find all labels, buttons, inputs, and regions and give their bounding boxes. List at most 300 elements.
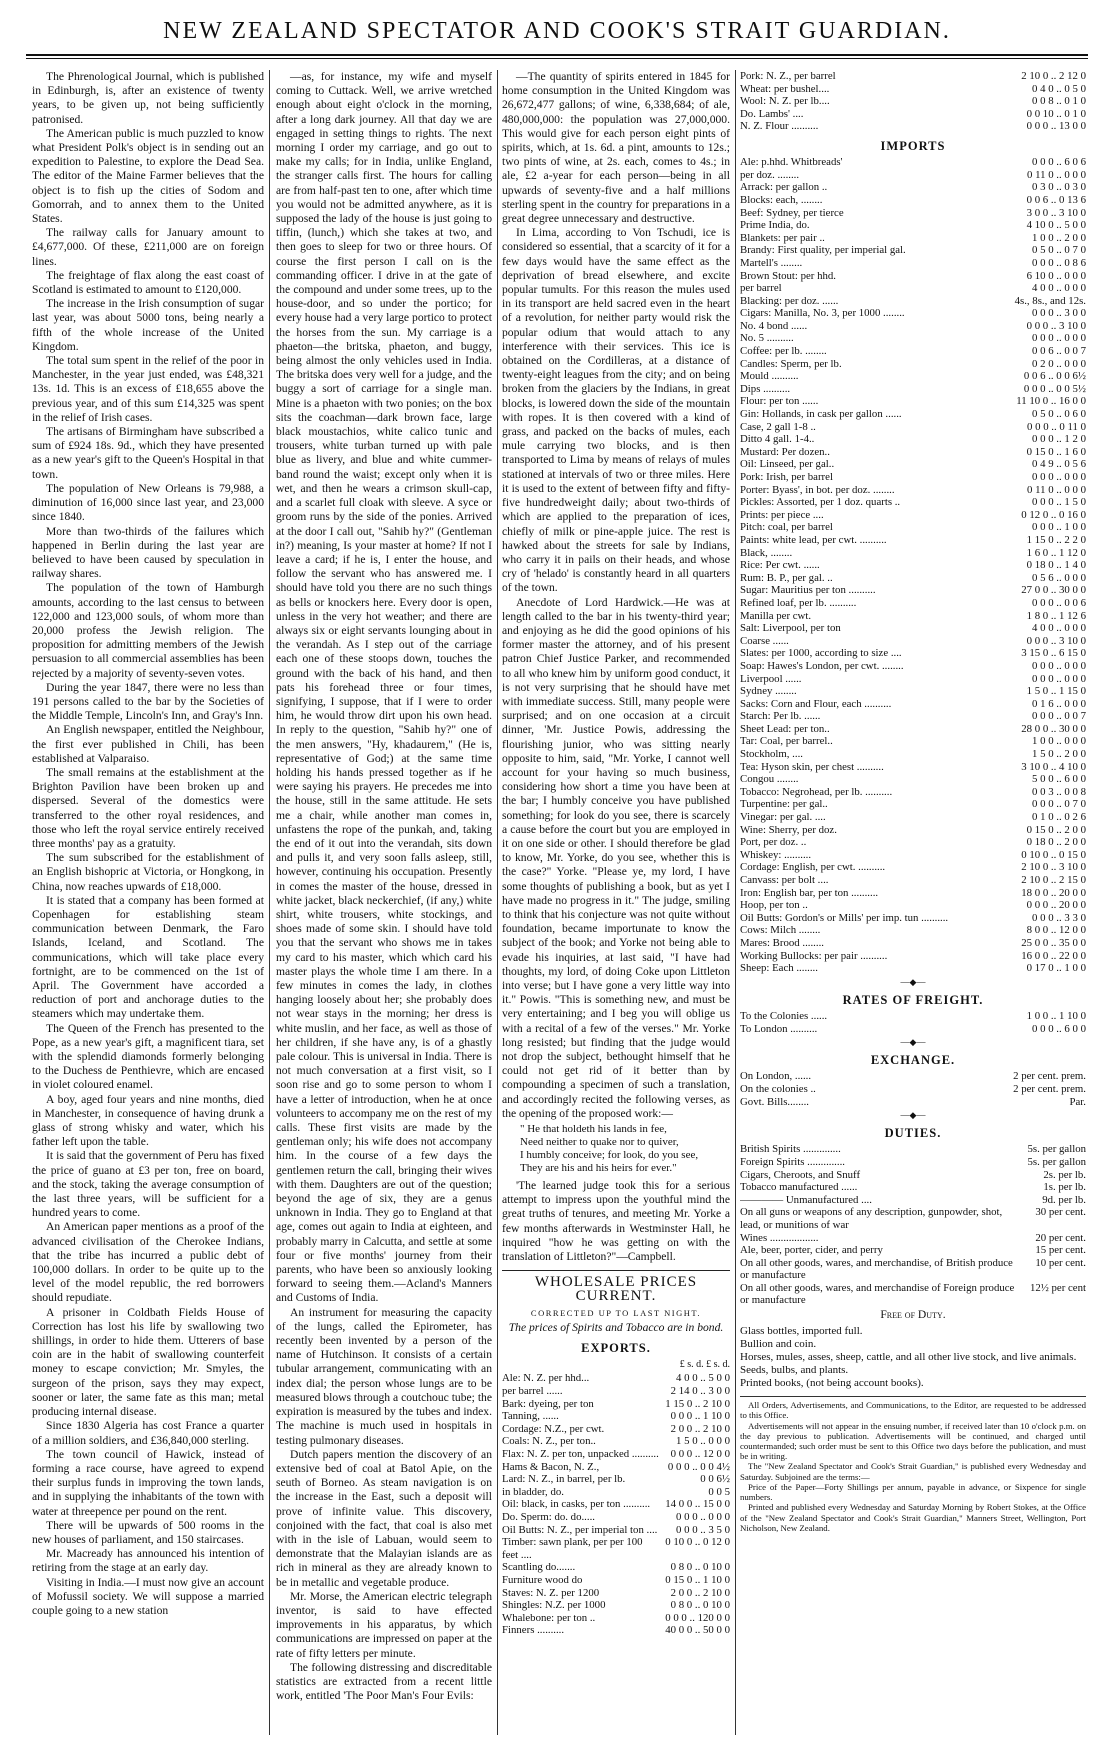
item-label: Sheet Lead: per ton.. <box>740 722 830 735</box>
item-label: Slates: per 1000, according to size .... <box>740 647 902 660</box>
item-label: On all guns or weapons of any description, gunpowder, shot, lead, or munitions of war <box>740 1206 1003 1231</box>
item-value: 1 15 0 .. 2 10 0 <box>665 1397 730 1410</box>
import-row <box>740 433 1086 446</box>
item-value: 0 0 0 .. 3 5 0 <box>676 1523 730 1536</box>
item-label: Salt: Liverpool, per ton <box>740 622 841 635</box>
exchange-row <box>740 1070 1086 1083</box>
article-paragraph: More than two-thirds of the failures which happened in Berlin during the last year are believed to have been caused by speculation in railway shares. <box>32 524 264 581</box>
import-row <box>740 786 1086 799</box>
item-value: 0 18 0 .. 2 0 0 <box>1026 836 1086 849</box>
item-label: Dips .......... <box>740 382 791 395</box>
article-paragraph: The sum subscribed for the establishment of an English bishopric at Victoria, or Hongkong, in China, now reaches upwards of £18,000. <box>32 851 264 893</box>
import-row <box>740 748 1086 761</box>
item-label: Coarse ...... <box>740 634 789 647</box>
item-label: Do. Lambs' .... <box>740 107 804 120</box>
column-divider <box>269 70 270 1735</box>
import-row <box>740 370 1086 383</box>
import-row <box>740 421 1086 434</box>
import-row <box>740 509 1086 522</box>
import-row <box>740 395 1086 408</box>
item-value: 1 0 0 .. 0 0 0 <box>1032 735 1086 748</box>
item-value: 3 15 0 .. 6 15 0 <box>1021 647 1086 660</box>
item-value: 1 8 0 .. 1 12 6 <box>1026 609 1086 622</box>
item-value: 0 4 0 .. 0 5 0 <box>1032 82 1086 95</box>
import-row <box>740 962 1086 975</box>
item-label: Stockholm, .... <box>740 748 803 761</box>
item-value: 0 0 0 .. 120 0 0 <box>665 1611 730 1624</box>
item-value: 2 14 0 .. 3 0 0 <box>670 1385 730 1398</box>
item-label: Soap: Hawes's London, per cwt. ........ <box>740 659 904 672</box>
item-value: 1 6 0 .. 1 12 0 <box>1026 546 1086 559</box>
item-label: Whiskey: .......... <box>740 848 812 861</box>
item-label: Liverpool ...... <box>740 672 802 685</box>
item-value: 0 0 0 .. 3 0 0 <box>1032 307 1086 320</box>
item-label: Whalebone: per ton .. <box>502 1611 596 1624</box>
item-value: 1 5 0 .. 1 15 0 <box>1026 685 1086 698</box>
item-label: per doz. ........ <box>740 168 800 181</box>
import-row <box>740 307 1086 320</box>
import-row <box>740 572 1086 585</box>
article-paragraph: Mr. Morse, the American electric telegraph inventor, is said to have effected improvements in his apparatus, by which communications are impressed on paper at the rate of fifty letters per minute. <box>276 1589 492 1660</box>
item-label: Blankets: per pair .. <box>740 231 825 244</box>
item-value: 0 0 0 .. 0 0 5½ <box>1023 382 1086 395</box>
exports-units: £ s. d. £ s. d. <box>679 1359 730 1371</box>
import-row <box>740 270 1086 283</box>
import-row <box>740 534 1086 547</box>
import-row <box>740 735 1086 748</box>
export-row <box>502 1398 730 1411</box>
masthead-rule-thin <box>26 58 1088 59</box>
item-value: 2s. per lb. <box>1043 1168 1086 1181</box>
poem-line: " He that holdeth his lands in fee, <box>520 1123 667 1136</box>
free-list <box>740 1325 1086 1390</box>
import-row <box>740 408 1086 421</box>
import-row <box>740 169 1086 182</box>
item-value: 2 10 0 .. 2 12 0 <box>1021 70 1086 82</box>
item-value: 0 11 0 .. 0 0 0 <box>1027 168 1086 181</box>
export-row <box>502 1498 730 1511</box>
export-row <box>502 1486 730 1499</box>
item-label: Prints: per piece .... <box>740 508 824 521</box>
price-row <box>740 83 1086 96</box>
item-value: 0 11 0 .. 0 0 0 <box>1027 483 1086 496</box>
article-paragraph: An English newspaper, entitled the Neighbour, the first ever published in Chili, has been established at Valparaiso. <box>32 723 264 765</box>
price-row <box>740 120 1086 133</box>
item-label: Arrack: per gallon .. <box>740 181 828 194</box>
item-value: 11 10 0 .. 16 0 0 <box>1016 395 1086 408</box>
item-value: 1 5 0 .. 2 0 0 <box>1032 748 1086 761</box>
item-label: Iron: English bar, per ton .......... <box>740 886 879 899</box>
import-row <box>740 937 1086 950</box>
item-value: 0 0 0 .. 0 8 6 <box>1032 256 1086 269</box>
freight-row <box>740 1010 1086 1023</box>
item-value: 0 5 0 .. 0 7 0 <box>1032 244 1086 257</box>
item-value: 15 per cent. <box>1035 1244 1086 1257</box>
item-label: Wine: Sherry, per doz. <box>740 823 837 836</box>
item-value: 0 0 6 .. 0 0 7 <box>1032 345 1086 358</box>
item-value: 28 0 0 .. 30 0 0 <box>1021 722 1086 735</box>
item-value: 2 per cent. prem. <box>1013 1082 1086 1095</box>
item-label: ———— Unmanufactured .... <box>740 1193 872 1206</box>
item-label: Coals: N. Z., per ton.. <box>502 1435 596 1448</box>
item-label: per barrel <box>740 282 782 295</box>
import-row <box>740 484 1086 497</box>
item-value: 40 0 0 .. 50 0 0 <box>665 1624 730 1637</box>
import-row <box>740 446 1086 459</box>
article-paragraph: The population of New Orleans is 79,988, a diminution of 16,000 since last year, and 23,000 since 1840. <box>32 481 264 524</box>
item-label: Pork: Irish, per barrel <box>740 471 833 484</box>
freight-heading: RATES OF FREIGHT. <box>842 992 984 1007</box>
article-paragraph: Since 1830 Algeria has cost France a quarter of a million soldiers, and £36,840,000 sterling. <box>32 1419 264 1447</box>
item-value: 12½ per cent <box>1029 1281 1086 1294</box>
article-paragraph: The Queen of the French has presented to the Pope, as a new year's gift, a magnificent tiara, set with the splendid diamonds formerly belonging to the Duchess de Penthievre, which are encased in violet coloured enamel. <box>32 1021 264 1092</box>
freight-table <box>740 1010 1086 1035</box>
duty-row <box>740 1244 1086 1257</box>
import-row <box>740 849 1086 862</box>
masthead <box>0 0 1114 62</box>
import-row <box>740 156 1086 169</box>
exports-heading: EXPORTS. <box>581 1341 651 1356</box>
item-value: 0 0 0 .. 6 0 6 <box>1032 156 1086 169</box>
item-label: Canvass: per bolt .... <box>740 874 829 887</box>
item-value: 16 0 0 .. 22 0 0 <box>1021 949 1086 962</box>
item-label: Manilla per cwt. <box>740 609 812 622</box>
item-label: Tanning, ...... <box>502 1410 559 1423</box>
item-value: 2 10 0 .. 2 15 0 <box>1021 874 1086 887</box>
article-paragraph: There will be upwards of 500 rooms in the new houses of parliament, and 150 staircases. <box>32 1518 264 1546</box>
item-value: 18 0 0 .. 20 0 0 <box>1021 886 1086 899</box>
note-paragraph: Price of the Paper—Forty Shillings per annum, payable in advance, or Sixpence for single numbers. <box>740 1481 1086 1503</box>
column-3 <box>502 70 730 1735</box>
item-value: 20 per cent. <box>1035 1231 1086 1244</box>
item-value: 0 12 0 .. 0 16 0 <box>1021 508 1086 521</box>
item-value: 0 0 0 .. 1 10 0 <box>670 1410 730 1423</box>
item-label: Sacks: Corn and Flour, each .......... <box>740 697 892 710</box>
article-paragraph: The town council of Hawick, instead of forming a race course, have agreed to expend their surplus funds in improving the town lands, and in supplying the inhabitants of the town with water at threepence per pound on the rent. <box>32 1447 264 1518</box>
export-row <box>502 1372 730 1385</box>
item-value: 0 15 0 .. 2 0 0 <box>1026 823 1086 836</box>
import-row <box>740 899 1086 912</box>
price-row <box>740 108 1086 121</box>
item-label: Working Bullocks: per pair .......... <box>740 949 888 962</box>
article-paragraph: It is said that the government of Peru has fixed the price of guano at £3 per ton, free on board, and the stock, taking the average consumption of the last three years, will be sufficient for a hundred years to come. <box>32 1149 264 1220</box>
item-label: Porter: Byass', in bot. per doz. ........ <box>740 483 895 496</box>
item-label: N. Z. Flour .......... <box>740 120 819 133</box>
duty-row <box>740 1181 1086 1194</box>
item-label: Do. Sperm: do. do..... <box>502 1511 595 1523</box>
article-paragraph: An instrument for measuring the capacity of the lungs, called the Epirometer, has recently been invented by a person of the name of Hutchinson. It consists of a certain tubular arrangement, communicating with an index dial; the person whose lungs are to be measured blows through a coutchouc tube; the expiration is measured by the tubes and index. The machine is much used in hospitals in testing pulmonary diseases. <box>276 1305 492 1447</box>
item-label: Finners .......... <box>502 1624 565 1637</box>
article-paragraph: Visiting in India.—I must now give an account of Mofussil society. We will suppose a married couple going to a new station <box>32 1575 264 1617</box>
item-value: 1 0 0 .. 1 10 0 <box>1026 1009 1086 1022</box>
item-label: per barrel ...... <box>502 1385 563 1398</box>
exchange-row <box>740 1096 1086 1109</box>
item-value: 0 0 8 .. 0 1 0 <box>1032 95 1086 108</box>
article-paragraph: —as, for instance, my wife and myself coming to Cuttack. Well, we arrive wretched enough about eight o'clock in the morning, after a long dark journey. All that day we are engaged in setting things to rights. The next morning I order my carriage, and go out to make my calls; for in India, unlike England, the stranger calls first. The hours for calling are from half-past ten to one, after which time you would not be admitted anywhere, as it is supposed the lady of the house is just going to tiffin, (lunch,) which she takes at two, and then goes to sleep for two or three hours. Of course the first person I call on is the commanding officer. I drive in at the gate of the compound and under some trees, up to the house-door, and so under the portico; for every house had a very large portico to protect the horses from the sun. My carriage is a phaeton—the britska, phaeton, and buggy, being almost the only vehicles used in India. The britska does very well for a judge, and the buggy a sort of carriage for a single man. Mine is a phaeton with two ponies; on the box sits the coachman—dark brown face, large black moustachios, white calico tunic and trousers, white turban turned up with pale blue as livery, and blue and white cummer-band round the waist; except only when it is wet, and then he wears a crimson skull-cap, and a scarlet full cloak with sleeve. A syce or groom runs by the side of the ponies. Arrived at the door I call out, "Sahib hy?" (Gentleman in?) meaning, Is your master at home? If not I leave a card; if he is, I enter the house, and follow the servant who has answered me. I should have told you there are no such things as bells or knockers here. Every door is open, unless in the very hot weather; and there are always six or eight servants lounging about in the verandah. As I step out of the carriage each one of these stoops down, touches the ground with the back of his hand, and then pats his forehead three or four times, signifying, I suppose, that if I were to order him, he would throw dirt upon his own head. In reply to the question, "Sahib hy?" one of the men answers, "Hy, khadaurem," (He is, representative of God;) at the same time holding his hands pressed together as if he were saying his prayers. He precedes me into the house, still in the same attitude. He sets me a chair, while another man comes in, unfastens the rope of the punkah, and, taking the end of it out into the verandah, sits down and pulls it, and very soon falls asleep, still, however, continuing his occupation. Presently in comes the master of the house, dressed in white jacket, black neckerchief, (if any,) white shirt, white trousers, white stockings, and shoes made of some skin. I should have told you that the servant who shows me in takes my card to his master, which which card his master plays the whole time I am there. In a few minutes in comes the lady, in clothes hanging loosely about her; she probably does not wear stays in the morning; her dress is white muslin, and her face, as well as those of her children, if she have any, is of a ghastly pale colour. This is universal in India. There is not much conversation at a first visit, so I soon rise and go to some person to whom I have a letter of introduction, when he at once volunteers to accompany me on the rest of my calls. These first visits are made by the gentleman only; his wife does not accompany him. In the course of a few days the gentlemen return the call, bringing their wives with them. Daughters are out of the question; beyond the age of six, they are a genus unknown in India. They go to England at that age, comes out again to India at eighteen, and probably marry in Calcutta, and settle at some four or five months' journey from their parents, who have been so anxiously looking forward to seeing them.—Acland's Manners and Customs of India. <box>276 70 492 1305</box>
item-value: 0 0 6 .. 0 0 6½ <box>1023 370 1086 383</box>
item-value: 5 0 0 .. 6 0 0 <box>1032 773 1086 786</box>
item-value: 4 10 0 .. 5 0 0 <box>1026 219 1086 232</box>
export-row <box>502 1561 730 1574</box>
item-label: Brown Stout: per hhd. <box>740 269 836 282</box>
item-value: 0 0 0 .. 20 0 0 <box>1026 899 1086 912</box>
item-label: Bark: dyeing, per ton <box>502 1397 594 1410</box>
item-label: Congou ........ <box>740 773 799 786</box>
item-label: Hams & Bacon, N. Z., <box>502 1460 600 1473</box>
note-paragraph: The "New Zealand Spectator and Cook's Strait Guardian," is published every Wednesday and Saturday. Subjoined are the terms:— <box>740 1461 1086 1482</box>
item-label: Gin: Hollands, in cask per gallon ...... <box>740 408 902 421</box>
price-row <box>740 95 1086 108</box>
item-value: 4s., 8s., and 12s. <box>1014 294 1086 307</box>
item-label: On London, ...... <box>740 1070 812 1083</box>
import-row <box>740 673 1086 686</box>
item-value: 0 0 0 .. 0 0 0 <box>676 1511 730 1523</box>
export-row <box>502 1473 730 1486</box>
column-2 <box>276 70 492 1735</box>
column-1 <box>32 70 264 1735</box>
item-label: Pork: N. Z., per barrel <box>740 70 836 82</box>
item-value: 0 1 6 .. 0 0 0 <box>1032 697 1086 710</box>
item-label: Tea: Hyson skin, per chest .......... <box>740 760 884 773</box>
item-value: 1 0 0 .. 2 0 0 <box>1032 231 1086 244</box>
item-label: Rum: B. P., per gal. .. <box>740 571 833 584</box>
import-row <box>740 194 1086 207</box>
exchange-table <box>740 1070 1086 1108</box>
item-value: 14 0 0 .. 15 0 0 <box>665 1498 730 1511</box>
item-label: To London .......... <box>740 1022 818 1035</box>
import-row <box>740 647 1086 660</box>
article-paragraph: 'The learned judge took this for a serious attempt to impress upon the youthful mind the great truths of tenures, and meeting Mr. Yorke a few months afterwards in Westminster Hall, he inquired "how he was getting on with the translation of Littleton?"—Campbell. <box>502 1179 730 1264</box>
item-value: 6 10 0 .. 0 0 0 <box>1026 269 1086 282</box>
item-label: Prime India, do. <box>740 219 810 232</box>
import-row <box>740 887 1086 900</box>
article-paragraph: An American paper mentions as a proof of the advanced civilisation of the Cherokee Indians, that the tribe has incurred a public debt of 100,000 dollars. In order to be quite up to the level of the model republic, the red borrowers should repudiate. <box>32 1220 264 1305</box>
item-value: 0 0 0 .. 0 0 0 <box>1032 672 1086 685</box>
item-value: 0 3 0 .. 0 3 0 <box>1032 181 1086 194</box>
item-value: 4 0 0 .. 0 0 0 <box>1032 282 1086 295</box>
item-label: Oil Butts: Gordon's or Mills' per imp. tun .......... <box>740 911 949 924</box>
item-label: Sheep: Each ........ <box>740 962 818 975</box>
item-value: 0 1 0 .. 0 2 6 <box>1032 811 1086 824</box>
prices-subtitle: CORRECTED UP TO LAST NIGHT. <box>530 1307 702 1318</box>
column-divider <box>735 70 736 1735</box>
item-label: Blacking: per doz. ...... <box>740 294 839 307</box>
article-paragraph: —The quantity of spirits entered in 1845 for home consumption in the United Kingdom was 26,672,477 gallons; of wine, 6,338,684; of ale, 480,000,000: the population was 27,000,000. This would give for each person eight pints of spirits, which, at 1s. 6d. a pint, amounts to 12s.; two pints of wine, at 2s. each, comes to 4s.; in ale, £2 a-year for each person—being in all upwards of seventy-five and a half millions sterling spent in the country for preparations in a great degree unnecessary and destructive. <box>502 70 730 226</box>
item-value: 3 10 0 .. 4 10 0 <box>1021 760 1086 773</box>
item-label: Govt. Bills........ <box>740 1095 809 1108</box>
item-label: On the colonies .. <box>740 1082 816 1095</box>
item-value: 0 0 10 .. 0 1 0 <box>1026 107 1086 120</box>
item-label: Cigars: Manilla, No. 3, per 1000 ........ <box>740 307 905 320</box>
item-value: 0 0 0 .. 0 0 7 <box>1032 710 1086 723</box>
item-value: 2 0 0 .. 2 10 0 <box>670 1422 730 1435</box>
import-row <box>740 912 1086 925</box>
item-value: 10 per cent. <box>1035 1256 1086 1269</box>
export-row <box>502 1612 730 1625</box>
poem-line: They are his and his heirs for ever." <box>520 1162 677 1175</box>
item-value: 2 per cent. prem. <box>1013 1070 1086 1083</box>
article-paragraph: It is stated that a company has been formed at Copenhagen for establishing steam communication between Denmark, the Faro Islands, Iceland, and Scotland. The communications, which will take place every fortnight, are to be commenced on the 1st of April. The Government have accorded a reduction of port and anchorage duties to the steamers which may undertake them. <box>32 893 264 1021</box>
item-label: Foreign Spirits .............. <box>740 1155 845 1168</box>
free-item: Bullion and coin. <box>740 1338 817 1351</box>
item-value: 0 0 0 .. 12 0 0 <box>670 1448 730 1461</box>
import-row <box>740 798 1086 811</box>
note-paragraph: Printed and published every Wednesday and Saturday Morning by Robert Stokes, at the Office of the "New Zealand Spectator and Cook's Strait Guardian," Manners Street, Wellington, Port Nicholson, New Zealand. <box>740 1502 1086 1533</box>
item-label: Rice: Per cwt. ...... <box>740 559 820 572</box>
export-row <box>502 1599 730 1612</box>
item-label: Oil: black, in casks, per ton .......... <box>502 1498 651 1511</box>
import-row <box>740 773 1086 786</box>
price-row <box>740 70 1086 83</box>
import-row <box>740 761 1086 774</box>
article-paragraph: Mr. Macready has announced his intention of retiring from the stage at an early day. <box>32 1547 264 1575</box>
import-row <box>740 622 1086 635</box>
free-item: Printed books, (not being account books). <box>740 1377 924 1390</box>
import-row <box>740 358 1086 371</box>
item-value: 0 8 0 .. 0 10 0 <box>670 1599 730 1612</box>
column-divider <box>497 70 498 1735</box>
article-paragraph: The Phrenological Journal, which is published in Edinburgh, is, after an existence of twenty years, to be given up, not being sufficiently patronised. <box>32 70 264 126</box>
item-value: 0 0 0 .. 0 0 6 <box>1032 596 1086 609</box>
item-label: Wines .................. <box>740 1231 819 1244</box>
item-label: Paints: white lead, per cwt. .......... <box>740 533 887 546</box>
import-row <box>740 597 1086 610</box>
import-row <box>740 383 1086 396</box>
item-value: 27 0 0 .. 30 0 0 <box>1021 584 1086 597</box>
item-label: Flax: N. Z. per ton, unpacked .......... <box>502 1448 659 1461</box>
item-label: Oil Butts: N. Z., per imperial ton .... <box>502 1523 658 1536</box>
duty-row <box>740 1257 1086 1282</box>
article-paragraph: The total sum spent in the relief of the poor in Manchester, in the year just ended, was £48,321 13s. 1d. This is an excess of £18,655 above the previous year, and of this sum £14,325 was spent in the relief of Irish cases. <box>32 354 264 424</box>
exchange-heading: EXCHANGE. <box>870 1053 956 1068</box>
item-value: 0 10 0 .. 0 15 0 <box>1021 848 1086 861</box>
item-label: On all other goods, wares, and merchandise of Foreign produce or manufacture <box>740 1281 1015 1307</box>
item-value: 0 5 6 .. 0 0 0 <box>1032 571 1086 584</box>
import-row <box>740 332 1086 345</box>
poem-line: I humbly conceive; for look, do you see, <box>520 1149 699 1162</box>
item-label: Mould .......... <box>740 370 799 383</box>
article-paragraph: During the year 1847, there were no less than 191 persons called to the bar by the Societies of the Middle Temple, Lincoln's Inn, and Gray's Inn. <box>32 680 264 723</box>
item-value: 0 0 6½ <box>700 1473 730 1486</box>
duty-row <box>740 1169 1086 1182</box>
import-row <box>740 257 1086 270</box>
item-label: Black, ........ <box>740 546 793 559</box>
item-value: 0 17 0 .. 1 0 0 <box>1026 962 1086 975</box>
export-row <box>502 1536 730 1561</box>
item-label: Martell's ........ <box>740 256 803 269</box>
publication-notes <box>740 1396 1086 1533</box>
item-label: Vinegar: per gal. .... <box>740 811 826 824</box>
item-label: Blocks: each, ........ <box>740 193 823 206</box>
item-label: Timber: sawn plank, per per 100 feet .... <box>502 1536 643 1561</box>
free-item: Glass bottles, imported full. <box>740 1325 863 1338</box>
exports-table <box>502 1372 730 1636</box>
produce-prices-table <box>740 70 1086 133</box>
article-paragraph: The American public is much puzzled to know what President Polk's object is in sending out an expedition to Palestine, to explore the Dead Sea. The editor of the Maine Farmer believes that the object is to fish up the cities of Sodom and Gomorrah, and to annex them to the United States. <box>32 126 264 226</box>
item-value: 0 8 0 .. 0 10 0 <box>670 1561 730 1574</box>
ornament-divider: —◆— <box>900 976 926 987</box>
item-value: 0 0 0 .. 3 3 0 <box>1032 911 1086 924</box>
item-value: 0 0 0 .. 0 11 0 <box>1027 420 1086 433</box>
import-row <box>740 698 1086 711</box>
import-row <box>740 874 1086 887</box>
item-label: British Spirits .............. <box>740 1143 841 1156</box>
item-value: 1s. per lb. <box>1043 1181 1086 1194</box>
item-value: 0 0 0 .. 0 0 0 <box>1032 659 1086 672</box>
item-value: 0 0 0 .. 3 10 0 <box>1026 319 1086 332</box>
item-value: 8 0 0 .. 12 0 0 <box>1026 924 1086 937</box>
item-value: 0 0 0 .. 13 0 0 <box>1026 120 1086 133</box>
item-label: Sugar: Mauritius per ton .......... <box>740 584 876 597</box>
duty-row <box>740 1282 1086 1307</box>
item-value: 0 0 0 .. 0 0 0 <box>1032 332 1086 345</box>
duty-row <box>740 1206 1086 1231</box>
import-row <box>740 458 1086 471</box>
duty-row <box>740 1143 1086 1156</box>
import-row <box>740 181 1086 194</box>
masthead-rule <box>26 54 1088 56</box>
import-row <box>740 950 1086 963</box>
export-row <box>502 1385 730 1398</box>
item-label: Shingles: N.Z. per 1000 <box>502 1599 606 1612</box>
item-value: 4 0 0 .. 0 0 0 <box>1032 622 1086 635</box>
item-label: Beef: Sydney, per tierce <box>740 206 844 219</box>
prices-note: The prices of Spirits and Tobacco are in bond. <box>508 1320 724 1334</box>
article-paragraph: The following distressing and discreditable statistics are extracted from a recent little work, entitled 'The Poor Man's Four Evils: <box>276 1660 492 1703</box>
note-paragraph: All Orders, Advertisements, and Communications, to the Editor, are requested to be addressed to this Office. <box>740 1400 1086 1421</box>
item-label: Turpentine: per gal.. <box>740 798 828 811</box>
item-value: 0 0 5 <box>708 1485 730 1498</box>
item-value: 0 10 0 .. 0 12 0 <box>665 1536 730 1549</box>
item-label: To the Colonies ...... <box>740 1009 828 1022</box>
import-row <box>740 345 1086 358</box>
imports-heading: IMPORTS <box>880 138 946 153</box>
item-label: Mares: Brood ........ <box>740 936 824 949</box>
poem-line: Need neither to quake nor to quiver, <box>520 1136 679 1149</box>
ornament-divider: —◆— <box>900 1037 926 1048</box>
item-label: Candles: Sperm, per lb. <box>740 357 842 370</box>
article-paragraph: The railway calls for January amount to £4,677,000. Of these, £211,000 are on foreign lines. <box>32 226 264 268</box>
item-label: Cigars, Cheroots, and Snuff <box>740 1168 861 1181</box>
article-paragraph: A prisoner in Coldbath Fields House of Correction has lost his life by swallowing two shillings, in order to hide them. Utterers of base coin are in the habit of swallowing counterfeit money to escape conviction; Mr. Smyles, the surgeon of the prison, says they may expect, sooner or later, the same fate as this man; metal producing internal disease. <box>32 1305 264 1419</box>
article-paragraph: The small remains at the establishment at the Brighton Pavilion have been broken up and dispersed. Several of the domestics were transferred to the other royal residences, and those who left the royal service entirely received three months' pay as a gratuity. <box>32 765 264 850</box>
item-value: 0 15 0 .. 1 10 0 <box>665 1573 730 1586</box>
item-value: 1 5 0 .. 0 0 0 <box>676 1435 730 1448</box>
item-label: Cows: Milch ........ <box>740 924 821 937</box>
poem <box>520 1123 730 1175</box>
free-heading: Free of Duty. <box>880 1308 946 1322</box>
item-label: Oil: Linseed, per gal.. <box>740 458 835 471</box>
import-row <box>740 924 1086 937</box>
item-value: 4 0 0 .. 5 0 0 <box>676 1372 730 1385</box>
export-row <box>502 1448 730 1461</box>
item-label: Wool: N. Z. per lb.... <box>740 95 830 108</box>
import-row <box>740 861 1086 874</box>
import-row <box>740 610 1086 623</box>
item-label: Ditto 4 gall. 1-4.. <box>740 433 815 446</box>
item-label: Staves: N. Z. per 1200 <box>502 1586 600 1599</box>
import-row <box>740 547 1086 560</box>
item-value: 0 4 9 .. 0 5 6 <box>1032 458 1086 471</box>
item-label: Hoop, per ton .. <box>740 899 808 912</box>
export-row <box>502 1574 730 1587</box>
item-label: Ale: N. Z. per hhd... <box>502 1372 590 1385</box>
import-row <box>740 824 1086 837</box>
item-value: 0 0 0 .. 1 2 0 <box>1032 433 1086 446</box>
export-row <box>502 1587 730 1600</box>
item-value: 1 15 0 .. 2 2 0 <box>1026 533 1086 546</box>
import-row <box>740 635 1086 648</box>
